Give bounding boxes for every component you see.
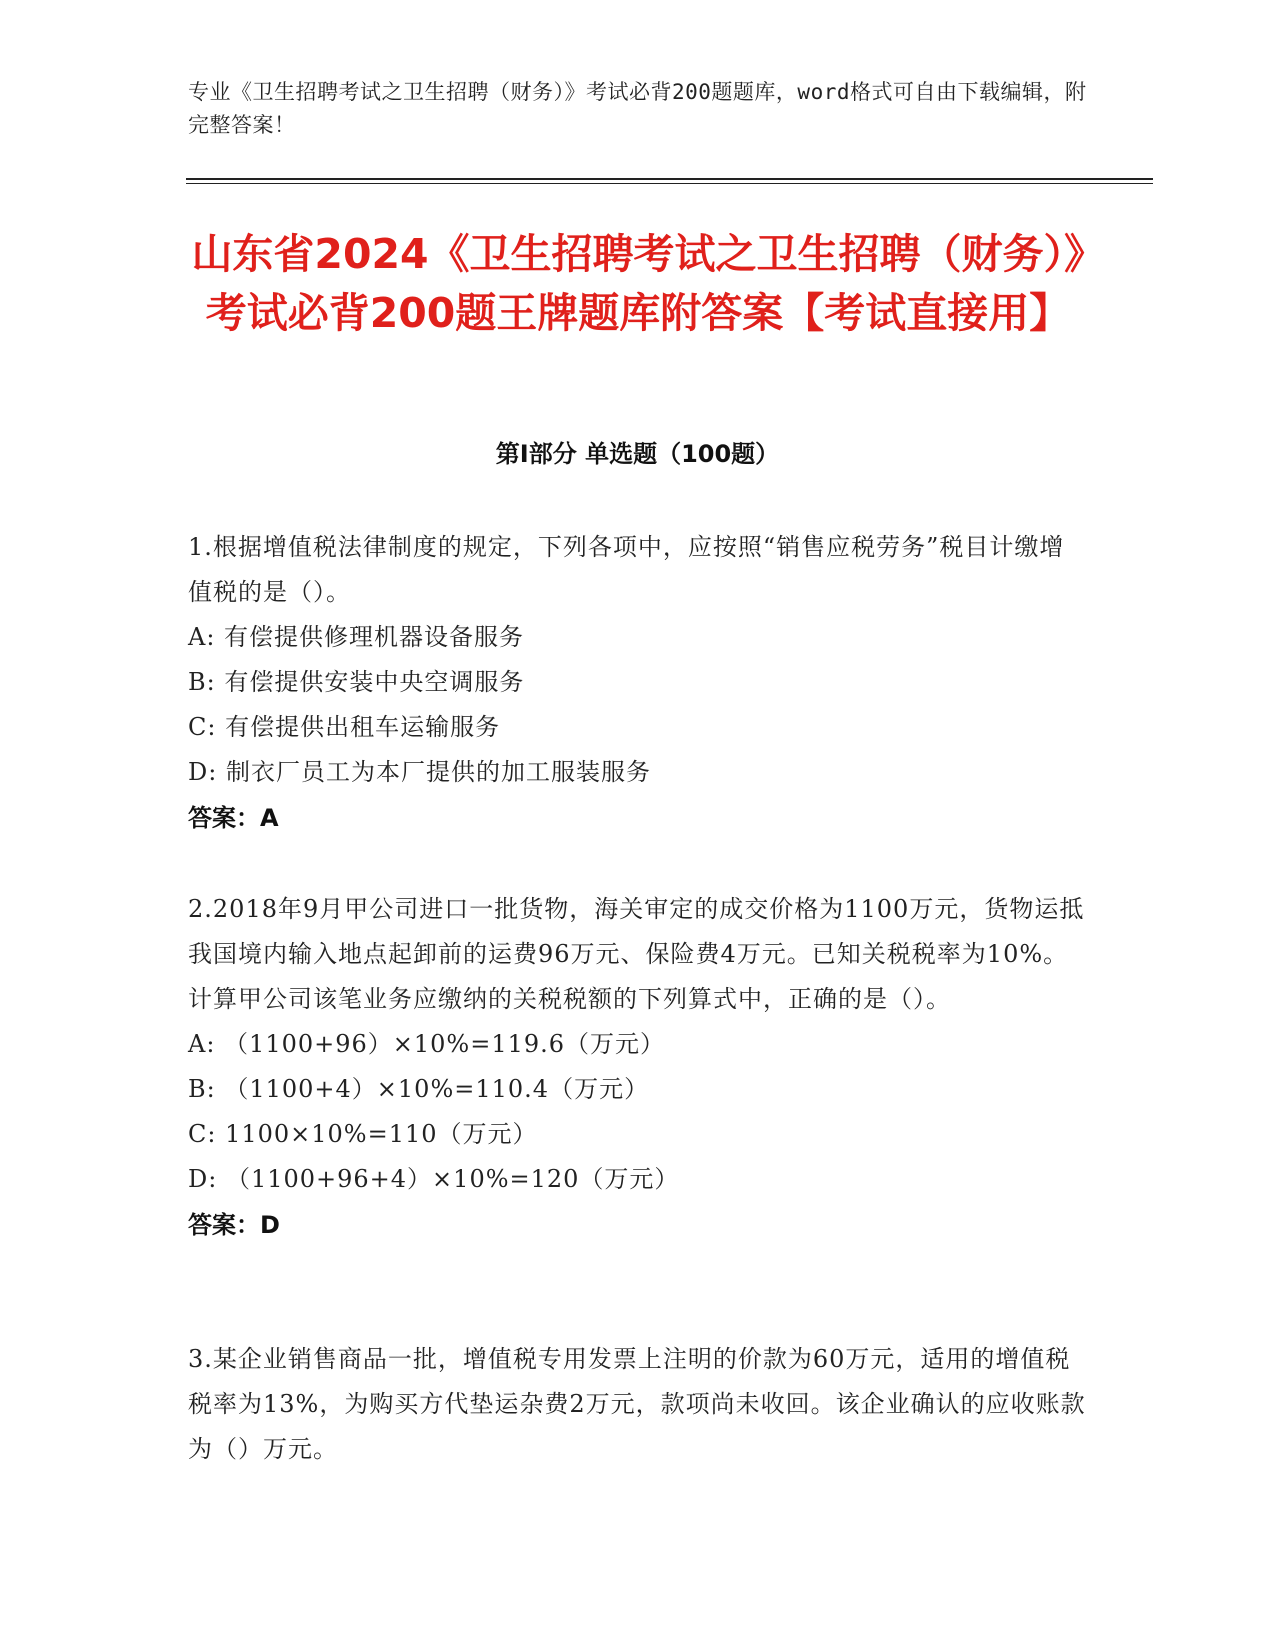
document-title: 山东省2024《卫生招聘考试之卫生招聘（财务）》考试必背200题王牌题库附答案【考试直接用】 xyxy=(191,230,1085,337)
question-block xyxy=(188,887,1088,1248)
option-d: D: （1100+96+4）×10%=120（万元） xyxy=(188,1165,680,1193)
option-d: D: 制衣厂员工为本厂提供的加工服装服务 xyxy=(188,758,651,786)
header-divider-thick xyxy=(186,178,1153,180)
header-divider-thin xyxy=(186,183,1153,184)
option-c: C: 有偿提供出租车运输服务 xyxy=(188,713,501,741)
option-a: A: 有偿提供修理机器设备服务 xyxy=(188,623,525,651)
answer-line: 答案：D xyxy=(188,1211,280,1239)
option-b: B: 有偿提供安装中央空调服务 xyxy=(188,668,525,696)
option-a: A: （1100+96）×10%=119.6（万元） xyxy=(188,1030,666,1058)
option-c: C: 1100×10%=110（万元） xyxy=(188,1120,538,1148)
question-block xyxy=(188,1337,1088,1472)
question-block xyxy=(188,525,1088,841)
question-stem: 3.某企业销售商品一批，增值税专用发票上注明的价款为60万元，适用的增值税税率为13%，为购买方代垫运杂费2万元，款项尚未收回。该企业确认的应收账款为（）万元。 xyxy=(188,1345,1086,1463)
question-stem: 1.根据增值税法律制度的规定，下列各项中，应按照“销售应税劳务”税目计缴增值税的是（）。 xyxy=(188,533,1065,606)
option-b: B: （1100+4）×10%=110.4（万元） xyxy=(188,1075,650,1103)
question-stem: 2.2018年9月甲公司进口一批货物，海关审定的成交价格为1100万元，货物运抵我国境内输入地点起卸前的运费96万元、保险费4万元。已知关税税率为10%。计算甲公司该笔业务应缴纳的关税税额的下列算式中，正确的是（）。 xyxy=(188,895,1085,1013)
answer-line: 答案：A xyxy=(188,804,279,832)
header-note: 专业《卫生招聘考试之卫生招聘（财务）》考试必背200题题库，word格式可自由下载编辑，附完整答案！ xyxy=(188,80,1087,137)
section-title: 第I部分 单选题（100题） xyxy=(495,440,780,468)
